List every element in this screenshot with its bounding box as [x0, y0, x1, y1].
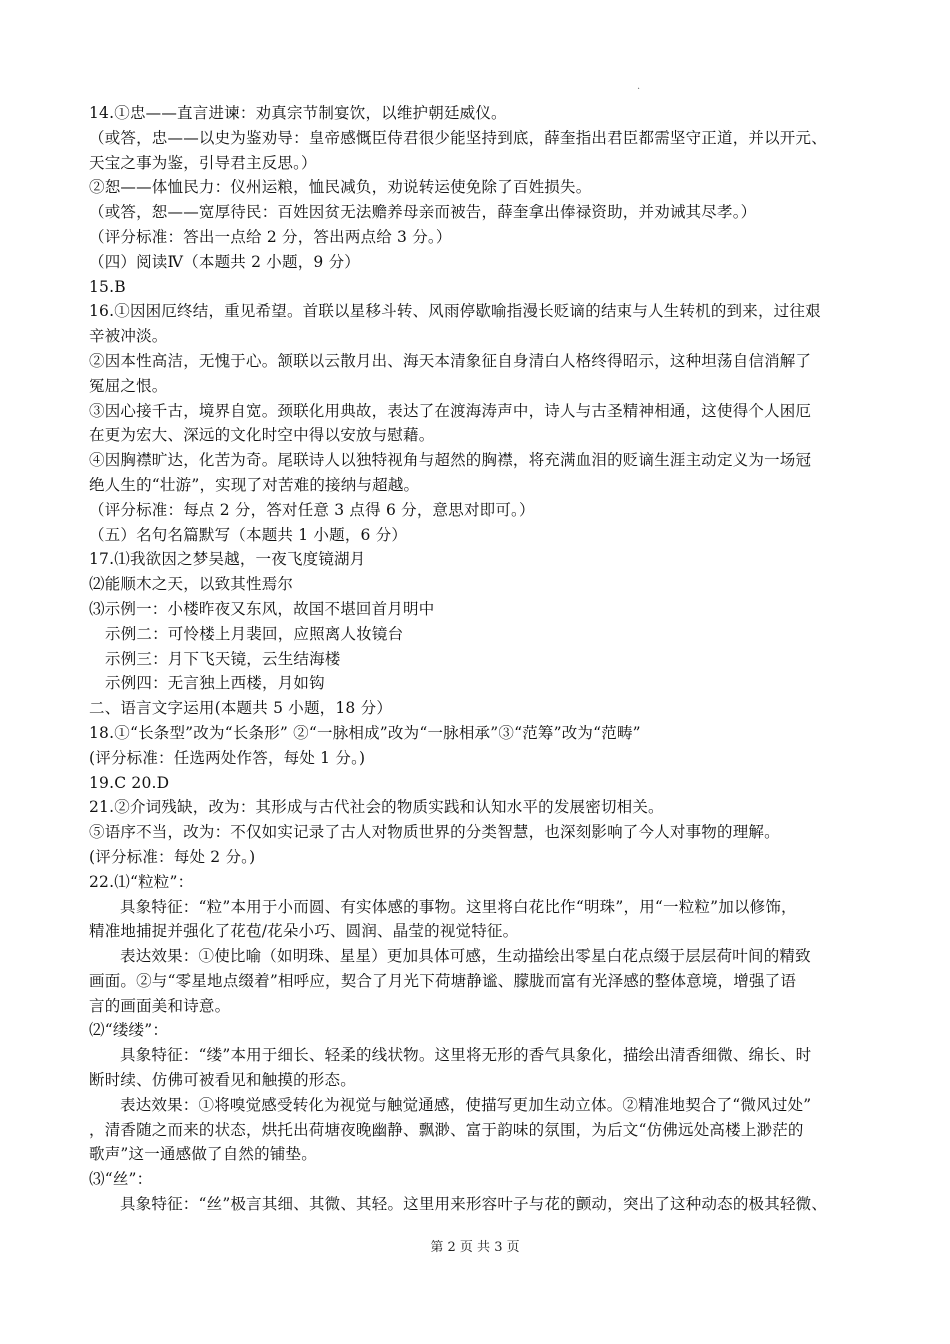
text-line: ⑶“丝”： [89, 1170, 153, 1189]
text-line: 17.⑴我欲因之梦吴越，一夜飞度镜湖月 [89, 550, 366, 569]
text-line: 22.⑴“粒粒”： [89, 872, 194, 891]
text-line: 在更为宏大、深远的文化时空中得以安放与慰藉。 [89, 426, 435, 445]
text-line: (评分标准：每处 2 分。) [89, 847, 256, 866]
text-line: 冤屈之恨。 [89, 376, 168, 395]
text-line: 具象特征：“粒”本用于小而圆、有实体感的事物。这里将白花比作“明珠”，用“一粒粒”加以修饰， [120, 897, 797, 916]
text-line: 15.B [89, 277, 126, 296]
text-line: ④因胸襟旷达，化苦为奇。尾联诗人以独特视角与超然的胸襟，将充满血泪的贬谪生涯主动定义为一场冠 [89, 451, 812, 470]
text-line: 具象特征：“缕”本用于细长、轻柔的线状物。这里将无形的香气具象化，描绘出清香细微、绵长、时 [120, 1046, 812, 1065]
text-line: 表达效果：①使比喻（如明珠、星星）更加具体可感，生动描绘出零星白花点缀于层层荷叶间的精致 [120, 947, 811, 966]
text-line: ②恕——体恤民力：仪州运粮，恤民减负，劝说转运使免除了百姓损失。 [89, 178, 592, 197]
text-line: ③因心接千古，境界自宽。颈联化用典故，表达了在渡海涛声中，诗人与古圣精神相通，这使得个人困厄 [89, 401, 812, 420]
text-line: 示例四：无言独上西楼，月如钩 [105, 674, 325, 693]
text-line: （或答，恕——宽厚待民：百姓因贫无法赡养母亲而被告，薛奎拿出俸禄资助，并劝诫其尽孝。） [89, 203, 757, 222]
text-line: ⑵“缕缕”： [89, 1021, 169, 1040]
text-line: 精准地捕捉并强化了花苞/花朵小巧、圆润、晶莹的视觉特征。 [89, 922, 519, 941]
text-line: 示例二：可怜楼上月裴回，应照离人妆镜台 [105, 624, 404, 643]
answer-content [89, 101, 864, 1217]
text-line: ⑤语序不当，改为：不仅如实记录了古人对物质世界的分类智慧，也深刻影响了今人对事物的理解。 [89, 823, 780, 842]
text-line: （评分标准：答出一点给 2 分，答出两点给 3 分。） [89, 227, 452, 246]
text-line: 表达效果：①将嗅觉感受转化为视觉与触觉通感，使描写更加生动立体。②精准地契合了“微风过处” [120, 1095, 812, 1114]
text-line: 断时续、仿佛可被看见和触摸的形态。 [89, 1071, 356, 1090]
text-line: 19.C 20.D [89, 773, 170, 792]
text-line: 14.①忠——直言进谏：劝真宗节制宴饮，以维护朝廷威仪。 [89, 104, 507, 122]
text-line: ⑵能顺木之天，以致其性焉尔 [89, 575, 294, 594]
text-line: （四）阅读Ⅳ（本题共 2 小题，9 分） [89, 252, 360, 271]
text-line: 画面。②与“零星地点缀着”相呼应，契合了月光下荷塘静谧、朦胧而富有光泽感的整体意境，增强了语 [89, 971, 797, 990]
text-line: 21.②介词残缺，改为：其形成与古代社会的物质实践和认知水平的发展密切相关。 [89, 798, 664, 817]
text-line: 言的画面美和诗意。 [89, 996, 231, 1015]
page-footer: 第 2 页 共 3 页 [430, 1240, 520, 1255]
text-line: （或答，忠——以史为鉴劝导：皇帝感慨臣侍君很少能坚持到底，薛奎指出君臣都需坚守正道，并以开元、 [89, 128, 827, 147]
text-line: 二、语言文字运用(本题共 5 小题，18 分） [89, 699, 393, 718]
text-line: 18.①“长条型”改为“长条形” ②“一脉相成”改为“一脉相承”③“范筹”改为“范畴” [89, 723, 641, 742]
text-line: (评分标准：任选两处作答，每处 1 分。) [89, 748, 366, 767]
text-line: 辛被冲淡。 [89, 327, 168, 346]
text-line: ，清香随之而来的状态，烘托出荷塘夜晚幽静、飘渺、富于韵味的氛围，为后文“仿佛远处高楼上渺茫的 [89, 1120, 804, 1139]
text-line: 16.①因困厄终结，重见希望。首联以星移斗转、风雨停歇喻指漫长贬谪的结束与人生转机的到来，过往艰 [89, 302, 821, 321]
text-line: ⑶示例一：小楼昨夜又东风，故国不堪回首月明中 [89, 599, 435, 618]
text-line: 绝人生的“壮游”，实现了对苦难的接纳与超越。 [89, 475, 420, 494]
text-line: （五）名句名篇默写（本题共 1 小题，6 分） [89, 525, 408, 544]
text-line: 示例三：月下飞天镜，云生结海楼 [105, 649, 341, 668]
text-line: ②因本性高洁，无愧于心。颔联以云散月出、海天本清象征自身清白人格终得昭示，这种坦荡自信消解了 [89, 351, 812, 370]
text-line: 具象特征：“丝”极言其细、其微、其轻。这里用来形容叶子与花的颤动，突出了这种动态的极其轻微、 [120, 1195, 828, 1214]
text-line: 天宝之事为鉴，引导君主反思。） [89, 153, 317, 172]
text-line: 歌声”这一通感做了自然的铺垫。 [89, 1145, 317, 1164]
text-line: （评分标准：每点 2 分，答对任意 3 点得 6 分，意思对即可。） [89, 500, 535, 519]
corner-mark: · [637, 84, 641, 95]
